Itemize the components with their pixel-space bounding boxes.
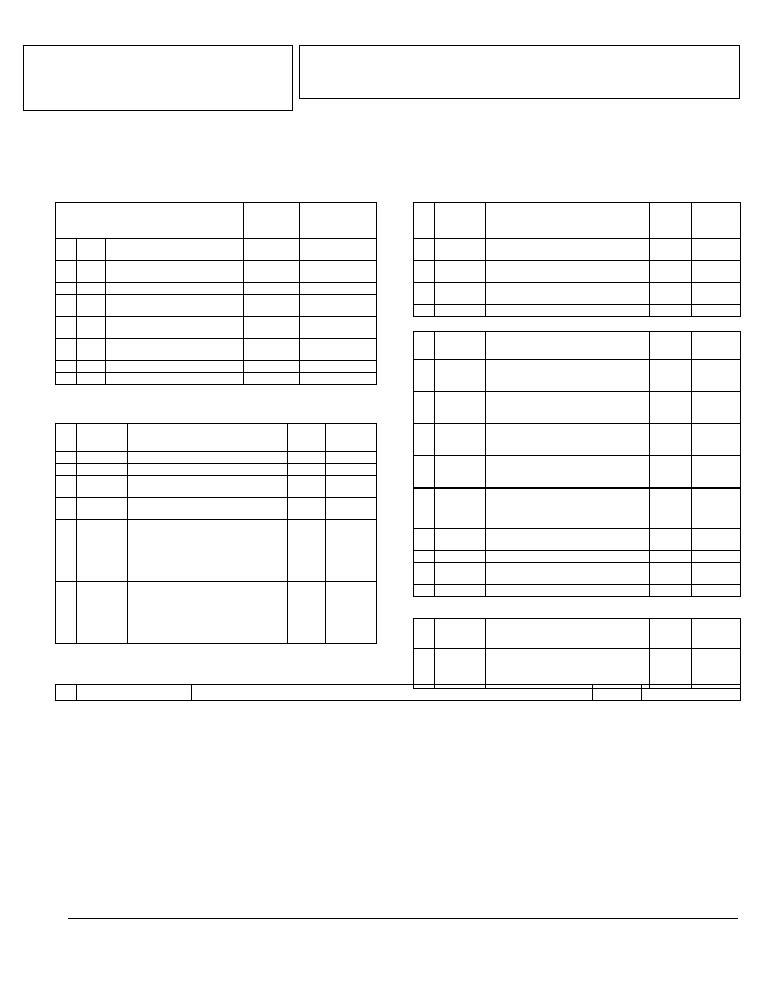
item-desc-cell [105, 261, 244, 283]
section-title [485, 489, 649, 529]
qty-input[interactable] [692, 239, 741, 261]
item-desc-cell [485, 283, 649, 305]
qty-input[interactable] [692, 551, 741, 563]
item-price [650, 283, 692, 305]
paper-code [76, 339, 105, 361]
item-price [650, 261, 692, 283]
table-row [414, 529, 741, 551]
table-row [414, 283, 741, 305]
item-price [650, 392, 692, 424]
section-title [127, 424, 287, 452]
men-symbol [76, 464, 127, 476]
qty-input[interactable] [300, 339, 377, 361]
row-nr [414, 261, 435, 283]
row-nr [414, 585, 435, 597]
qty-input[interactable] [326, 464, 377, 476]
col-nr [414, 332, 435, 360]
row-nr [414, 424, 435, 456]
men-symbol [76, 582, 127, 644]
row-nr [56, 476, 77, 498]
table-row [414, 649, 741, 689]
section-title [485, 203, 649, 239]
table-row [414, 305, 741, 317]
qty-input[interactable] [692, 305, 741, 317]
item-desc-cell [127, 452, 287, 464]
item-desc-cell [485, 563, 649, 585]
qty-input[interactable] [692, 424, 741, 456]
row-nr [56, 361, 77, 373]
row-nr [56, 373, 77, 385]
row-nr [56, 498, 77, 520]
col-ilosc [692, 203, 741, 239]
paper-code [76, 295, 105, 317]
row-nr [414, 456, 435, 488]
item-price [244, 317, 300, 339]
zsz-table [55, 423, 377, 644]
item-price [288, 498, 326, 520]
col-cena [650, 203, 692, 239]
men-symbol [76, 520, 127, 582]
item-price [650, 239, 692, 261]
qty-input[interactable] [692, 283, 741, 305]
table-row [414, 551, 741, 563]
men-symbol [434, 551, 485, 563]
item-desc-cell [485, 649, 649, 689]
item-price [288, 582, 326, 644]
row-nr [414, 392, 435, 424]
item-desc-cell [127, 520, 287, 582]
table-row [56, 452, 377, 464]
item-price [244, 361, 300, 373]
table-row [56, 361, 377, 373]
qty-input[interactable] [300, 261, 377, 283]
item-price [244, 339, 300, 361]
col-cena [650, 489, 692, 529]
col-ilosc [692, 619, 741, 649]
men-symbol [434, 529, 485, 551]
table-row [56, 498, 377, 520]
item-price [288, 476, 326, 498]
col-symbol [434, 619, 485, 649]
table-row [56, 261, 377, 283]
col-cena [650, 619, 692, 649]
table-row [56, 476, 377, 498]
col-nr [56, 685, 77, 701]
item-desc-cell [105, 339, 244, 361]
table-row [414, 456, 741, 488]
item-price [244, 283, 300, 295]
table-row [56, 520, 377, 582]
qty-input[interactable] [692, 529, 741, 551]
men-symbol [434, 456, 485, 488]
table-row [56, 464, 377, 476]
qty-input[interactable] [692, 649, 741, 689]
table-row [414, 563, 741, 585]
qty-input[interactable] [326, 520, 377, 582]
qty-input[interactable] [692, 563, 741, 585]
paper-code [76, 361, 105, 373]
row-nr [56, 339, 77, 361]
item-price [288, 464, 326, 476]
col-nr [414, 203, 435, 239]
qty-input[interactable] [300, 283, 377, 295]
table-row [414, 261, 741, 283]
item-price [244, 261, 300, 283]
item-desc-cell [127, 582, 287, 644]
row-nr [56, 582, 77, 644]
col-cena [650, 332, 692, 360]
pol-table [413, 618, 741, 689]
item-desc-cell [105, 295, 244, 317]
item-desc-cell [485, 456, 649, 488]
col-nr [56, 424, 77, 452]
men-symbol [434, 649, 485, 689]
col-ilosc [326, 424, 377, 452]
item-desc-cell [105, 373, 244, 385]
gilosze-table [55, 202, 377, 385]
col-symbol [76, 424, 127, 452]
item-desc-cell [485, 424, 649, 456]
item-price [650, 305, 692, 317]
table-row [56, 295, 377, 317]
men-symbol [434, 360, 485, 392]
men-symbol [434, 392, 485, 424]
paper-code [76, 283, 105, 295]
row-nr [414, 551, 435, 563]
qty-input[interactable] [300, 239, 377, 261]
qty-input[interactable] [326, 582, 377, 644]
table-row [414, 239, 741, 261]
men-symbol [434, 585, 485, 597]
row-nr [414, 239, 435, 261]
gilosze-title [56, 203, 244, 239]
col-cena [288, 424, 326, 452]
table-row [414, 392, 741, 424]
row-nr [414, 529, 435, 551]
qty-input[interactable] [692, 585, 741, 597]
row-nr [56, 261, 77, 283]
qty-input[interactable] [692, 392, 741, 424]
item-price [650, 529, 692, 551]
men-symbol [76, 476, 127, 498]
qty-input[interactable] [326, 452, 377, 464]
item-price [650, 360, 692, 392]
section-title [485, 332, 649, 360]
row-nr [56, 317, 77, 339]
table-row [414, 585, 741, 597]
arkusze-table [55, 684, 741, 701]
qty-input[interactable] [300, 361, 377, 373]
row-nr [56, 464, 77, 476]
item-desc-cell [485, 305, 649, 317]
row-nr [414, 283, 435, 305]
col-ilosc [692, 332, 741, 360]
item-desc-cell [127, 476, 287, 498]
col-cena [593, 685, 642, 701]
lo-table [413, 202, 741, 317]
item-price [650, 551, 692, 563]
table-row [56, 317, 377, 339]
item-desc-cell [485, 261, 649, 283]
col-ilosc [300, 203, 377, 239]
item-desc-cell [485, 239, 649, 261]
qty-input[interactable] [300, 295, 377, 317]
men-symbol [434, 305, 485, 317]
item-price [650, 424, 692, 456]
col-cena [244, 203, 300, 239]
item-desc-cell [485, 551, 649, 563]
page-title [299, 45, 740, 99]
item-price [288, 520, 326, 582]
footer-divider [68, 918, 738, 919]
item-price [650, 563, 692, 585]
row-nr [56, 452, 77, 464]
table-row [56, 239, 377, 261]
col-ilosc [642, 685, 741, 701]
institution-box[interactable] [23, 45, 293, 111]
qty-input[interactable] [692, 456, 741, 488]
qty-input[interactable] [692, 261, 741, 283]
qty-input[interactable] [300, 317, 377, 339]
item-desc-cell [485, 529, 649, 551]
table-row [414, 360, 741, 392]
col-symbol [76, 685, 191, 701]
item-desc-cell [105, 283, 244, 295]
men-symbol [76, 498, 127, 520]
table-row [56, 283, 377, 295]
item-price [244, 373, 300, 385]
item-desc-cell [485, 392, 649, 424]
row-nr [414, 360, 435, 392]
qty-input[interactable] [326, 498, 377, 520]
men-symbol [434, 424, 485, 456]
row-nr [56, 520, 77, 582]
qty-input[interactable] [326, 476, 377, 498]
item-desc-cell [127, 498, 287, 520]
men-symbol [434, 239, 485, 261]
men-symbol [434, 283, 485, 305]
item-price [244, 239, 300, 261]
qty-input[interactable] [692, 360, 741, 392]
table-row [56, 582, 377, 644]
section-title [191, 685, 592, 701]
col-ilosc [692, 489, 741, 529]
row-nr [56, 295, 77, 317]
item-desc-cell [127, 464, 287, 476]
col-nr [414, 489, 435, 529]
row-nr [414, 649, 435, 689]
col-symbol [434, 203, 485, 239]
col-nr [414, 619, 435, 649]
item-desc-cell [485, 360, 649, 392]
section-title [485, 619, 649, 649]
paper-code [76, 373, 105, 385]
item-price [244, 295, 300, 317]
item-price [650, 585, 692, 597]
table-row [56, 373, 377, 385]
item-price [650, 456, 692, 488]
tu-table [413, 488, 741, 597]
paper-code [76, 239, 105, 261]
item-desc-cell [485, 585, 649, 597]
item-desc-cell [105, 239, 244, 261]
row-nr [56, 239, 77, 261]
men-symbol [434, 261, 485, 283]
item-price [288, 452, 326, 464]
row-nr [414, 305, 435, 317]
item-desc-cell [105, 361, 244, 373]
men-symbol [76, 452, 127, 464]
paper-code [76, 261, 105, 283]
paper-code [76, 317, 105, 339]
table-row [414, 424, 741, 456]
item-desc-cell [105, 317, 244, 339]
qty-input[interactable] [300, 373, 377, 385]
row-nr [56, 283, 77, 295]
item-price [650, 649, 692, 689]
men-symbol [434, 563, 485, 585]
table-row [56, 339, 377, 361]
tech-table [413, 331, 741, 488]
row-nr [414, 563, 435, 585]
